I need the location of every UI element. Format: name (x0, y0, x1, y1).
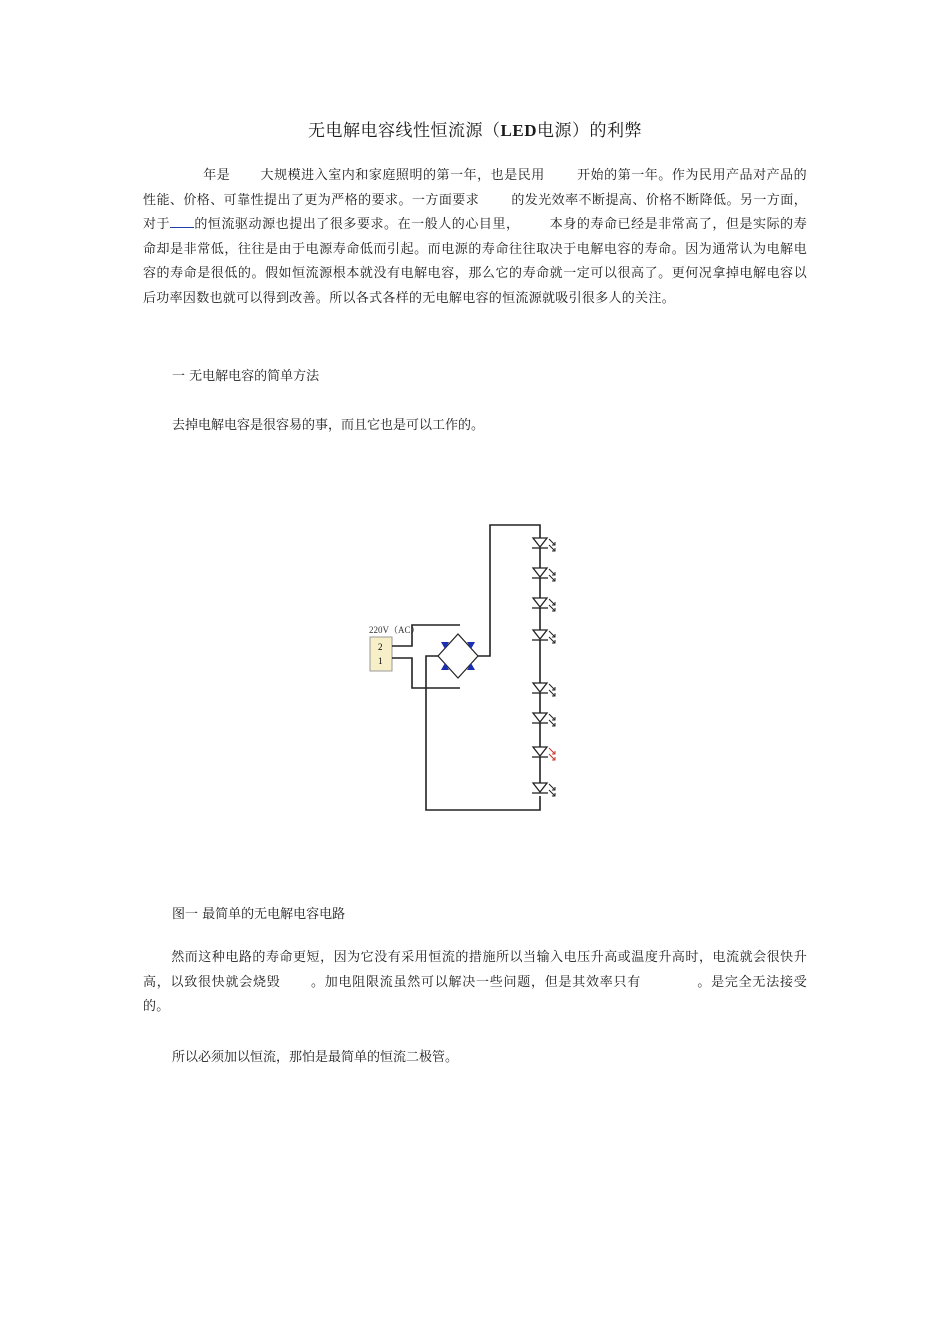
led-string (532, 538, 555, 796)
source-label: 220V（AC） (369, 625, 420, 635)
led-5 (532, 683, 555, 696)
led-3 (532, 598, 555, 611)
paragraph-3: 所以必须加以恒流，那怕是最简单的恒流二极管。 (172, 1050, 459, 1065)
pin-2-label: 2 (378, 642, 383, 652)
intro-paragraph: 年是 大规模进入室内和家庭照明的第一年，也是民用 开始的第一年。作为民用产品对产品的性能、价格、可靠性提出了更为严格的要求。一方面要求 的发光效率不断提高、价格不断降低。另一方面，对于 的恒流驱动源也提出了很多要求。在一般人的心目里， 本身的寿命已经是非常高了，但是实际的寿命却是非常低，往往是由于电源寿命低而引起。而电源的寿命往往取决于电解电容的寿命。因为通常认为电解电容的寿命是很低的。假如恒流源根本就没有电解电容，那么它的寿命就一定可以很高了。更何况拿掉电解电容以后功率因数也就可以得到改善。所以各式各样的无电解电容的恒流源就吸引很多人的关注。 (143, 168, 808, 306)
led-1 (532, 538, 555, 551)
page-title: 无电解电容线性恒流源（LED电源）的利弊 (308, 121, 642, 141)
section-text: 去掉电解电容是很容易的事，而且它也是可以工作的。 (172, 418, 485, 433)
figure-caption: 图一 最简单的无电解电容电路 (172, 907, 346, 922)
led-7 (532, 747, 555, 760)
led-4 (532, 630, 555, 643)
led-8 (532, 783, 555, 796)
paragraph-2: 然而这种电路的寿命更短，因为它没有采用恒流的措施所以当输入电压升高或温度升高时，电流就会很快升高，以致很快就会烧毁 。加电阻限流虽然可以解决一些问题，但是其效率只有 。是完全无法接受的。 (143, 950, 807, 1014)
led-6 (532, 713, 555, 726)
circuit-diagram (0, 500, 950, 900)
pin-1-label: 1 (378, 656, 383, 666)
led-2 (532, 568, 555, 581)
section-heading: 一 无电解电容的简单方法 (172, 369, 320, 384)
